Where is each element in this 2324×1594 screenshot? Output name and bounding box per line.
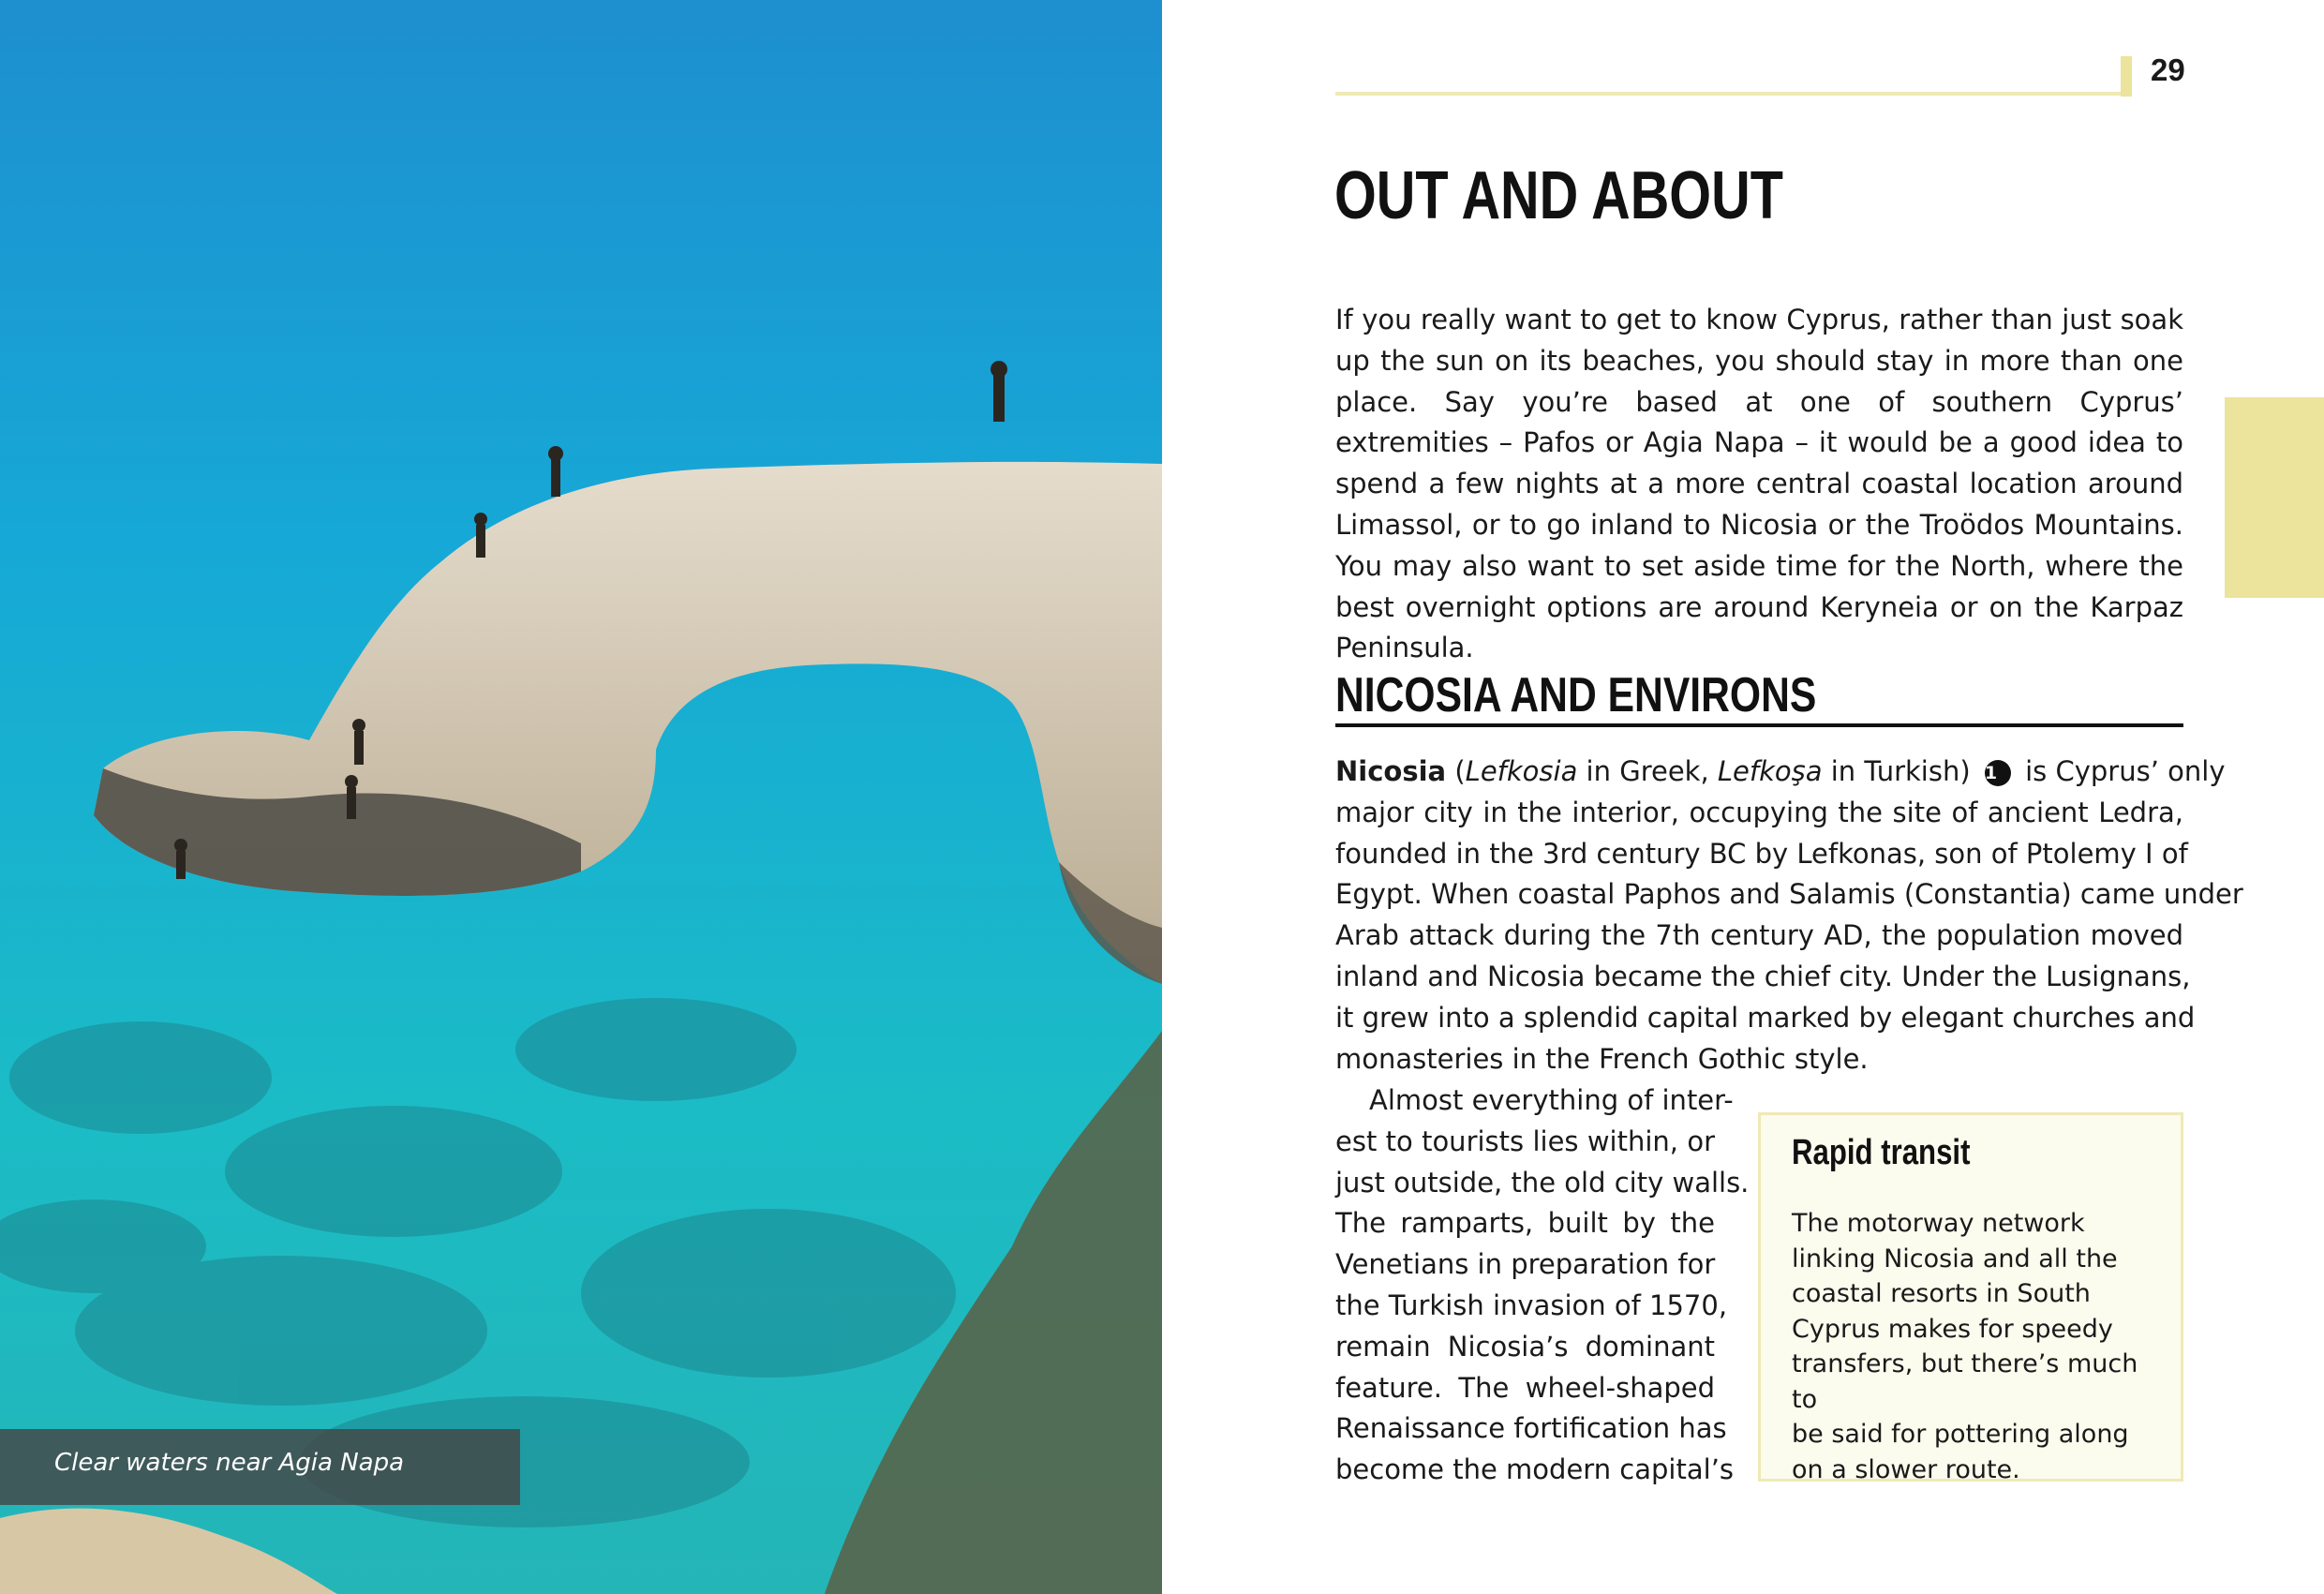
paragraph-line: remain Nicosia’s dominant [1335, 1330, 1715, 1363]
paragraph-line: just outside, the old city walls. [1335, 1166, 1750, 1199]
text-run: in Greek, [1577, 755, 1718, 787]
section-heading: NICOSIA AND ENVIRONS [1335, 668, 1817, 723]
intro-line: or on the Karpaz Peninsula. [1335, 590, 2184, 664]
sidebar-line: transfers, but there’s much to [1792, 1349, 2138, 1414]
section-rule [1335, 723, 2183, 727]
text-run: is Cyprus’ only [2016, 755, 2226, 787]
intro-line: If you really want to get to know Cyprus, rather than just soak up [1335, 304, 2183, 377]
paragraph-line: Egypt. When coastal Paphos and Salamis (Constantia) came under [1335, 878, 2243, 911]
sidebar-line: Cyprus makes for speedy [1792, 1314, 2113, 1344]
nicosia-paragraph-1 [1335, 752, 2243, 1080]
nicosia-term: Nicosia [1335, 755, 1447, 787]
paragraph-line: become the modern capital’s [1335, 1453, 1735, 1486]
sidebar-line: The motorway network [1792, 1209, 2085, 1238]
paragraph-first-line [1335, 752, 2226, 793]
intro-line: or the Troödos Mountains. You may also want to set aside time for [1335, 508, 2183, 582]
paragraph-line: Arab attack during the 7th century AD, the population moved [1335, 919, 2183, 952]
intro-paragraph [1335, 300, 2183, 669]
sidebar-line: linking Nicosia and all the [1792, 1244, 2118, 1274]
nicosia-paragraph-2 [1335, 1080, 1750, 1491]
intro-line: the sun on its beaches, you should stay in more than one place. Say [1335, 344, 2183, 418]
sidebar-line: coastal resorts in South [1792, 1279, 2091, 1308]
sidebar-line: on a slower route. [1792, 1454, 2020, 1484]
paragraph-line: major city in the interior, occupying the site of ancient Ledra, [1335, 796, 2183, 828]
paragraph-line: monasteries in the French Gothic style. [1335, 1042, 1869, 1075]
chapter-thumb-tab [2225, 397, 2324, 598]
chapter-title: OUT AND ABOUT [1334, 158, 1783, 233]
paragraph-line: Renaissance fortification has [1335, 1412, 1727, 1445]
paragraph-line: inland and Nicosia became the chief city. Under the Lusignans, [1335, 960, 2191, 992]
page-number: 29 [2151, 52, 2185, 87]
text-run: ( [1446, 755, 1466, 787]
header-rule [1335, 92, 2130, 96]
text-run: in Turkish) [1822, 755, 1979, 787]
intro-line: central coastal location around Limassol, or to go inland to Nicosia [1335, 468, 2184, 541]
intro-line: you’re based at one of southern Cyprus’ extremities – Pafos or Agia [1335, 385, 2183, 459]
paragraph-line: The ramparts, built by the [1335, 1207, 1715, 1240]
intro-line: Napa – it would be a good idea to spend a few nights at a more [1335, 426, 2184, 500]
sidebar-text [1792, 1206, 2162, 1487]
sidebar-line: be said for pottering along [1792, 1420, 2129, 1449]
paragraph-line: feature. The wheel-shaped [1335, 1371, 1715, 1404]
map-reference-marker: 1 [1985, 760, 2011, 786]
intro-line: the North, where the best overnight options are around Keryneia [1335, 549, 2184, 623]
photo-caption: Clear waters near Agia Napa [54, 1449, 405, 1477]
paragraph-line: the Turkish invasion of 1570, [1335, 1289, 1728, 1321]
paragraph-line: it grew into a splendid capital marked by elegant churches and [1335, 1001, 2196, 1034]
header-marker [2121, 56, 2132, 97]
sidebar-title: Rapid transit [1792, 1133, 1971, 1172]
paragraph-line: Venetians in preparation for [1335, 1248, 1716, 1281]
turkish-name: Lefkoşa [1717, 755, 1823, 787]
greek-name: Lefkosia [1465, 755, 1578, 787]
paragraph-line: est to tourists lies within, or [1335, 1125, 1715, 1157]
paragraph-line: founded in the 3rd century BC by Lefkonas, son of Ptolemy I of [1335, 837, 2188, 870]
paragraph-line: Almost everything of inter- [1369, 1084, 1734, 1116]
